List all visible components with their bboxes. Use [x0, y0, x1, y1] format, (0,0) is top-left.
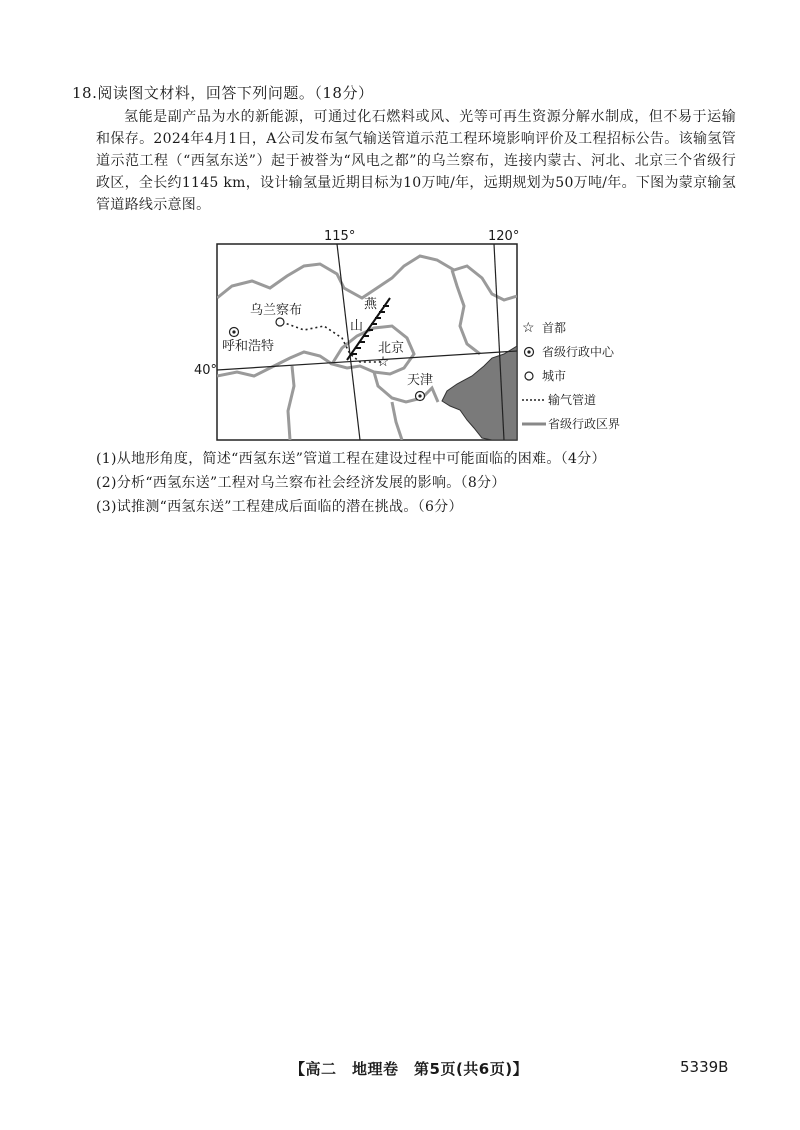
map-legend — [522, 320, 620, 431]
subquestion-3: (3)试推测“西氢东送”工程建成后面临的潜在挑战。（6分） — [96, 499, 463, 515]
city-circle-icon — [525, 372, 533, 380]
legend-capital: 首都 — [542, 321, 567, 335]
legend-pipeline: 输气管道 — [548, 393, 597, 407]
legend-boundary: 省级行政区界 — [548, 417, 621, 431]
wulanchabu-marker — [276, 318, 284, 326]
lon-label-120: 120° — [488, 229, 520, 244]
subquestion-2: (2)分析“西氢东送”工程对乌兰察布社会经济发展的影响。（8分） — [96, 475, 506, 491]
question-title: 18.阅读图文材料，回答下列问题。（18分） — [72, 84, 374, 102]
beijing-label: 北京 — [378, 341, 405, 356]
yan-label: 燕 — [364, 297, 378, 312]
legend-city: 城市 — [542, 369, 567, 383]
capital-star-icon: ☆ — [522, 320, 535, 336]
beijing-star-icon: ☆ — [376, 354, 390, 370]
footer-code: 5339B — [680, 1058, 729, 1076]
hohhot-label: 呼和浩特 — [222, 339, 275, 354]
shan-label: 山 — [350, 319, 364, 334]
material-paragraph: 氢能是副产品为水的新能源，可通过化石燃料或风、光等可再生资源分解水制成，但不易于运输和保存。2024年4月1日，A公司发布氢气输送管道示范工程环境影响评价及工程招标公告。该输氢管道示范工程（“西氢东送”）起于被誉为“风电之都”的乌兰察布，连接内蒙古、河北、北京三个省级行政区，全长约1145 km，设计输氢量近期目标为10万吨/年，远期规划为50万吨/年。下图为蒙京输氢管道路线示意图。 — [96, 109, 736, 213]
subquestion-1: (1)从地形角度，简述“西氢东送”管道工程在建设过程中可能面临的困难。（4分） — [96, 451, 606, 467]
lat-label-40: 40° — [194, 363, 218, 378]
lon-label-115: 115° — [324, 229, 356, 244]
tianjin-label: 天津 — [407, 373, 434, 388]
footer-page-info: 【高二 地理卷 第5页(共6页)】 — [290, 1060, 529, 1078]
legend-provincial-capital: 省级行政中心 — [542, 345, 615, 359]
wulanchabu-label: 乌兰察布 — [250, 303, 303, 318]
pipeline-map — [192, 226, 652, 442]
